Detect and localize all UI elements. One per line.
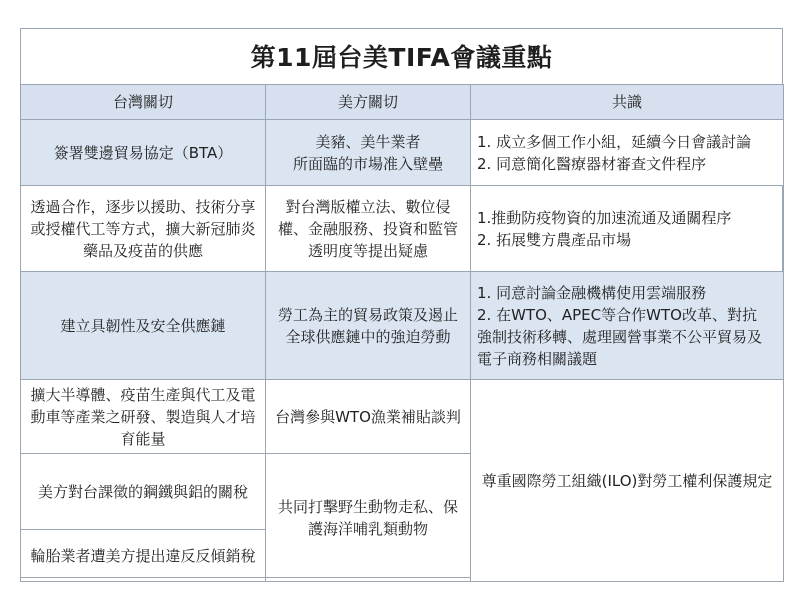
cell-line: 藥品及疫苗的供應 <box>82 241 203 260</box>
header-row <box>21 85 784 120</box>
cell-line: 輪胎業者遭美方提出違反反傾銷稅 <box>30 546 256 565</box>
cell-line: 建立具韌性及安全供應鏈 <box>60 316 226 335</box>
cell-line: 育能量 <box>120 429 166 448</box>
cell-consensus <box>471 186 784 272</box>
cell-line: 全球供應鏈中的強迫勞動 <box>285 327 451 346</box>
cell-line: 護海洋哺乳類動物 <box>307 519 428 538</box>
cell-line: 權、金融服務、投資和監管 <box>277 219 458 238</box>
cell-line: 美豬、美牛業者 <box>315 132 421 151</box>
cell-line: 對台灣版權立法、數位侵 <box>285 197 451 216</box>
column-header-consensus: 共識 <box>471 85 784 120</box>
cell-taiwan <box>21 530 266 582</box>
cell-line: 動車等產業之研發、製造與人才培 <box>30 407 256 426</box>
cell-us <box>266 272 471 380</box>
cell-taiwan <box>21 454 266 530</box>
cell-line: 電子商務相關議題 <box>477 349 598 368</box>
cell-line: 共同打擊野生動物走私、保 <box>277 497 458 516</box>
column-header-us: 美方關切 <box>266 85 471 120</box>
cell-line: 美方對台課徵的鋼鐵與鋁的關稅 <box>37 482 248 501</box>
summary-table <box>20 84 784 582</box>
cell-us-merged <box>266 454 471 582</box>
cell-line: 勞工為主的貿易政策及遏止 <box>277 305 458 324</box>
cell-taiwan <box>21 380 266 454</box>
cell-line: 1. 成立多個工作小組，延續今日會議討論 <box>477 132 752 151</box>
cell-consensus-merged <box>471 380 784 582</box>
table-row <box>21 272 784 380</box>
cell-line: 或授權代工等方式，擴大新冠肺炎 <box>30 219 256 238</box>
page-title: 第11屆台美TIFA會議重點 <box>250 43 553 72</box>
table-row <box>21 380 784 454</box>
cell-taiwan <box>21 186 266 272</box>
cell-us <box>266 380 471 454</box>
cell-us <box>266 186 471 272</box>
cell-consensus <box>471 272 784 380</box>
cell-line: 尊重國際勞工組織(ILO)對勞工權利保護規定 <box>481 471 773 490</box>
table-row <box>21 186 784 272</box>
cell-line: 2. 同意簡化醫療器材審查文件程序 <box>477 154 707 173</box>
cell-line: 透過合作，逐步以援助、技術分享 <box>30 197 256 216</box>
cell-taiwan <box>21 120 266 186</box>
cell-line: 2. 拓展雙方農產品市場 <box>477 230 632 249</box>
cell-consensus <box>471 120 784 186</box>
cell-us <box>266 120 471 186</box>
cell-line: 擴大半導體、疫苗生產與代工及電 <box>30 385 256 404</box>
cell-line: 所面臨的市場准入壁壘 <box>292 154 443 173</box>
cell-taiwan <box>21 272 266 380</box>
cell-line: 透明度等提出疑慮 <box>307 241 428 260</box>
cell-line: 強制技術移轉、處理國營事業不公平貿易及 <box>477 327 763 346</box>
column-header-taiwan: 台灣關切 <box>21 85 266 120</box>
table-row <box>21 120 784 186</box>
cell-line: 簽署雙邊貿易協定（BTA） <box>53 143 233 162</box>
cell-line: 1.推動防疫物資的加速流通及通關程序 <box>477 208 732 227</box>
cell-line: 台灣參與WTO漁業補貼談判 <box>275 407 461 426</box>
cell-line: 2. 在WTO、APEC等合作WTO改革、對抗 <box>477 305 757 324</box>
cell-line: 1. 同意討論金融機構使用雲端服務 <box>477 283 707 302</box>
